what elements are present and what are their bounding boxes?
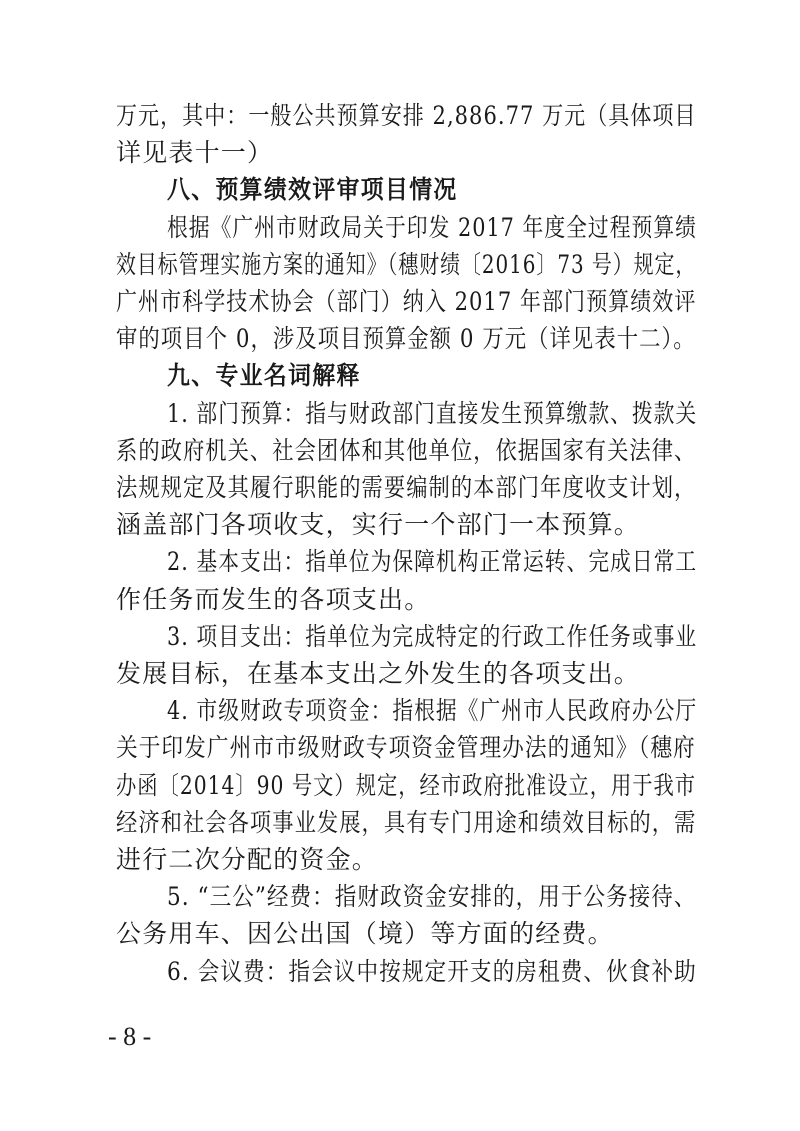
text-line: 进行二次分配的资金。 bbox=[116, 845, 379, 874]
section-heading-8: 八、预算绩效评审项目情况 bbox=[167, 175, 458, 205]
text-line: 2. 基本支出：指单位为保障机构正常运转、完成日常工 bbox=[167, 547, 698, 577]
text-line: 效目标管理实施方案的通知》（穗财绩〔2016〕73 号）规定， bbox=[116, 249, 697, 279]
text-line: 4. 市级财政专项资金：指根据《广州市人民政府办公厅 bbox=[167, 696, 698, 726]
section-heading-9: 九、专业名词解释 bbox=[167, 361, 361, 391]
text-line: 详见表十一） bbox=[116, 138, 274, 168]
text-line: 发展目标，在基本支出之外发生的各项支出。 bbox=[116, 659, 641, 688]
text-line: 涵盖部门各项收支，实行一个部门一本预算。 bbox=[116, 510, 641, 540]
text-line: 1. 部门预算：指与财政部门直接发生预算缴款、拨款关 bbox=[167, 398, 698, 428]
text-line: 办函〔2014〕90 号文）规定，经市政府批准设立，用于我市 bbox=[116, 770, 697, 800]
text-line: 广州市科学技术协会（部门）纳入 2017 年部门预算绩效评 bbox=[116, 287, 697, 316]
text-line: 关于印发广州市市级财政专项资金管理办法的通知》（穗府 bbox=[116, 733, 696, 763]
text-line: 3. 项目支出：指单位为完成特定的行政工作任务或事业 bbox=[167, 621, 698, 651]
text-line: 系的政府机关、社会团体和其他单位，依据国家有关法律、 bbox=[116, 435, 697, 465]
text-line: 根据《广州市财政局关于印发 2017 年度全过程预算绩 bbox=[167, 212, 697, 242]
text-line: 万元，其中：一般公共预算安排 2,886.77 万元（具体项目 bbox=[116, 101, 697, 130]
text-line: 审的项目个 0，涉及项目预算金额 0 万元（详见表十二）。 bbox=[116, 324, 696, 354]
text-line: 6. 会议费：指会议中按规定开支的房租费、伙食补助 bbox=[167, 956, 697, 986]
text-line: 作任务而发生的各项支出。 bbox=[116, 584, 431, 614]
text-line: 法规规定及其履行职能的需要编制的本部门年度收支计划， bbox=[116, 473, 697, 502]
text-line: 公务用车、因公出国（境）等方面的经费。 bbox=[116, 919, 614, 949]
text-line: 5. “三公”经费：指财政资金安排的，用于公务接待、 bbox=[167, 882, 697, 912]
text-line: 经济和社会各项事业发展，具有专门用途和绩效目标的，需 bbox=[116, 807, 697, 837]
page-number: - 8 - bbox=[108, 1022, 152, 1051]
